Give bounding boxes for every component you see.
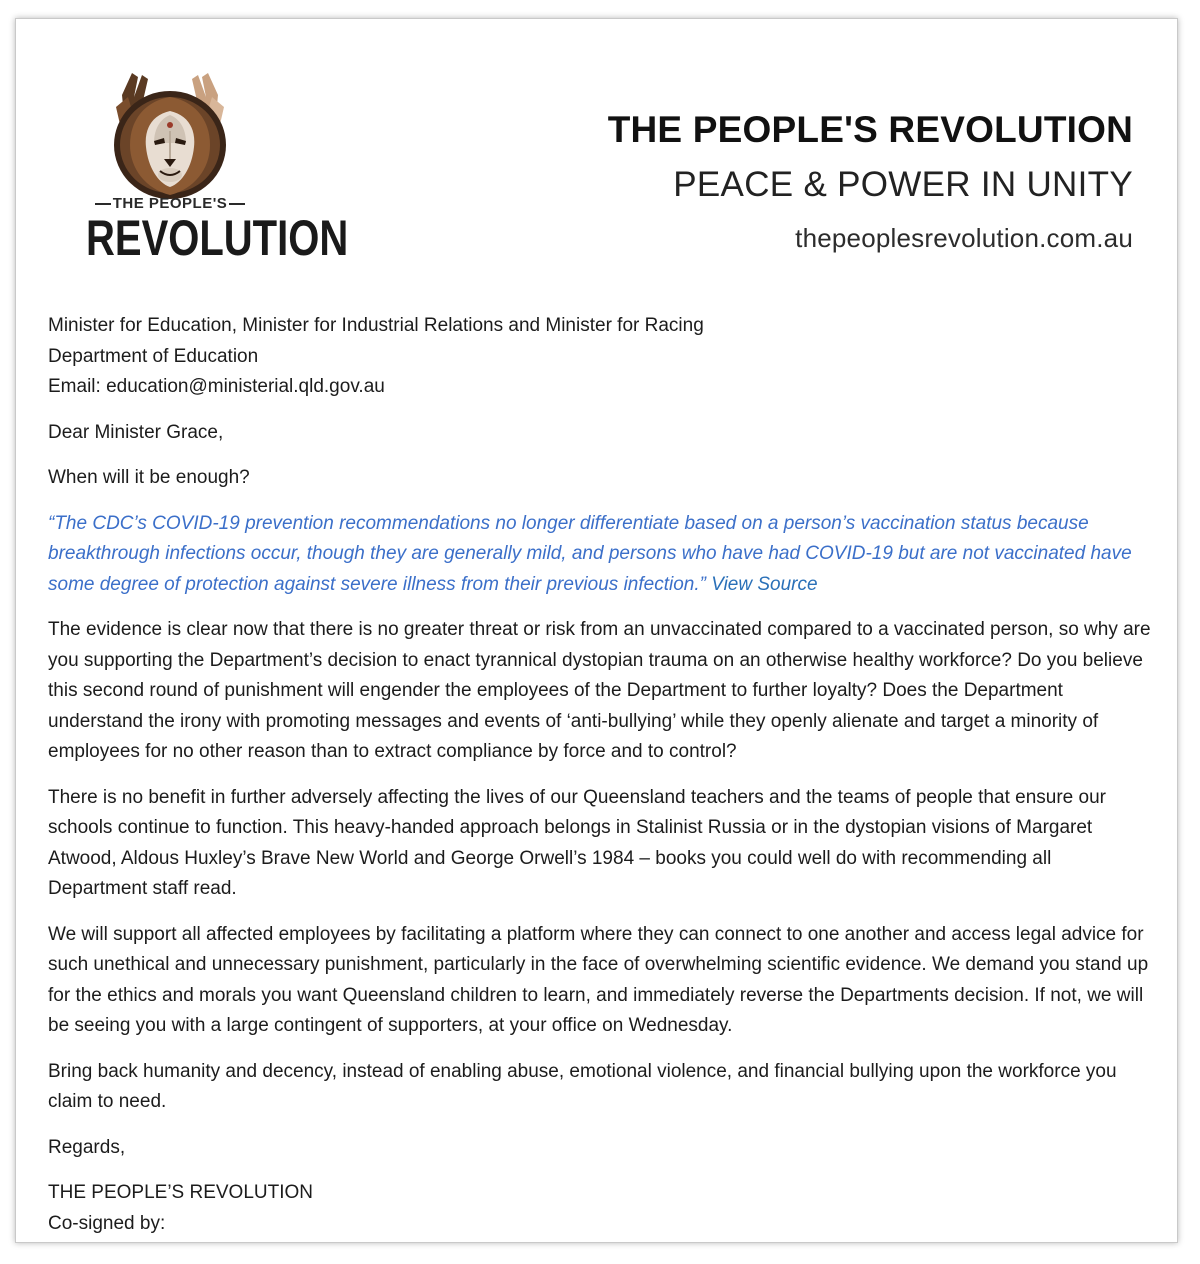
organization-motto: PEACE & POWER IN UNITY <box>673 165 1133 204</box>
paragraph-no-benefit: There is no benefit in further adversely affecting the lives of our Queensland teachers and the teams of people that ensure our schools continue to function. This heavy-handed approach belongs in Stalinist Russia or in the dystopian visions of Margaret Atwood, Aldous Huxley’s Brave New World and George Orwell’s 1984 – books you could well do with recommending all Department staff read. <box>48 786 1106 899</box>
paragraph-support: We will support all affected employees by facilitating a platform where they can connect to one another and access legal advice for such unethical and unnecessary punishment, particularly in the face of overwhelming scientific evidence. We demand you stand up for the ethics and morals you want Queensland children to learn, and immediately reverse the Departments decision. If not, we will be seeing you with a large contingent of supporters, at your office on Wednesday. <box>48 923 1149 1036</box>
website-link[interactable]: thepeoplesrevolution.com.au <box>795 223 1133 253</box>
signature: THE PEOPLE’S REVOLUTION <box>48 1182 314 1203</box>
view-source-link[interactable]: View Source <box>711 573 818 595</box>
recipient-title: Minister for Education, Minister for Industrial Relations and Minister for Racing <box>48 315 704 336</box>
opening-question: When will it be enough? <box>48 467 250 488</box>
paragraph-humanity: Bring back humanity and decency, instead of enabling abuse, emotional violence, and financial bullying upon the workforce you claim to need. <box>48 1060 1117 1112</box>
lion-emblem-icon <box>86 67 254 202</box>
closing: Regards, <box>48 1136 126 1158</box>
cosigned: Co-signed by: <box>48 1212 166 1234</box>
logo-big-text: REVOLUTION <box>86 211 349 266</box>
salutation: Dear Minister Grace, <box>48 421 224 443</box>
organization-title: THE PEOPLE'S REVOLUTION <box>607 109 1133 150</box>
letter-card <box>15 18 1178 1243</box>
cdc-quote <box>48 509 1153 601</box>
recipient-email: Email: education@ministerial.qld.gov.au <box>48 376 385 397</box>
letter-body <box>48 296 1153 1254</box>
logo-small-text: THE PEOPLE'S <box>86 195 254 212</box>
paragraph-evidence: The evidence is clear now that there is no greater threat or risk from an unvaccinated compared to a vaccinated person, so why are you supporting the Department’s decision to enact tyrannical dystopian trauma on an otherwise healthy workforce? Do you believe this second round of punishment will engender the employees of the Department to further loyalty? Does the Department understand the irony with promoting messages and events of ‘anti-bullying’ while they openly alienate and target a minority of employees for no other reason than to extract compliance by force and to control? <box>48 619 1151 762</box>
logo <box>86 67 349 277</box>
quote-text: “The CDC’s COVID-19 prevention recommendations no longer differentiate based on a person’s vaccination status because breakthrough infections occur, though they are generally mild, and persons who have had COVID-19 but are not vaccinated have some degree of protection against severe illness from their previous infection.” <box>48 512 1132 595</box>
recipient-department: Department of Education <box>48 345 259 367</box>
signature-block <box>48 1178 1153 1239</box>
